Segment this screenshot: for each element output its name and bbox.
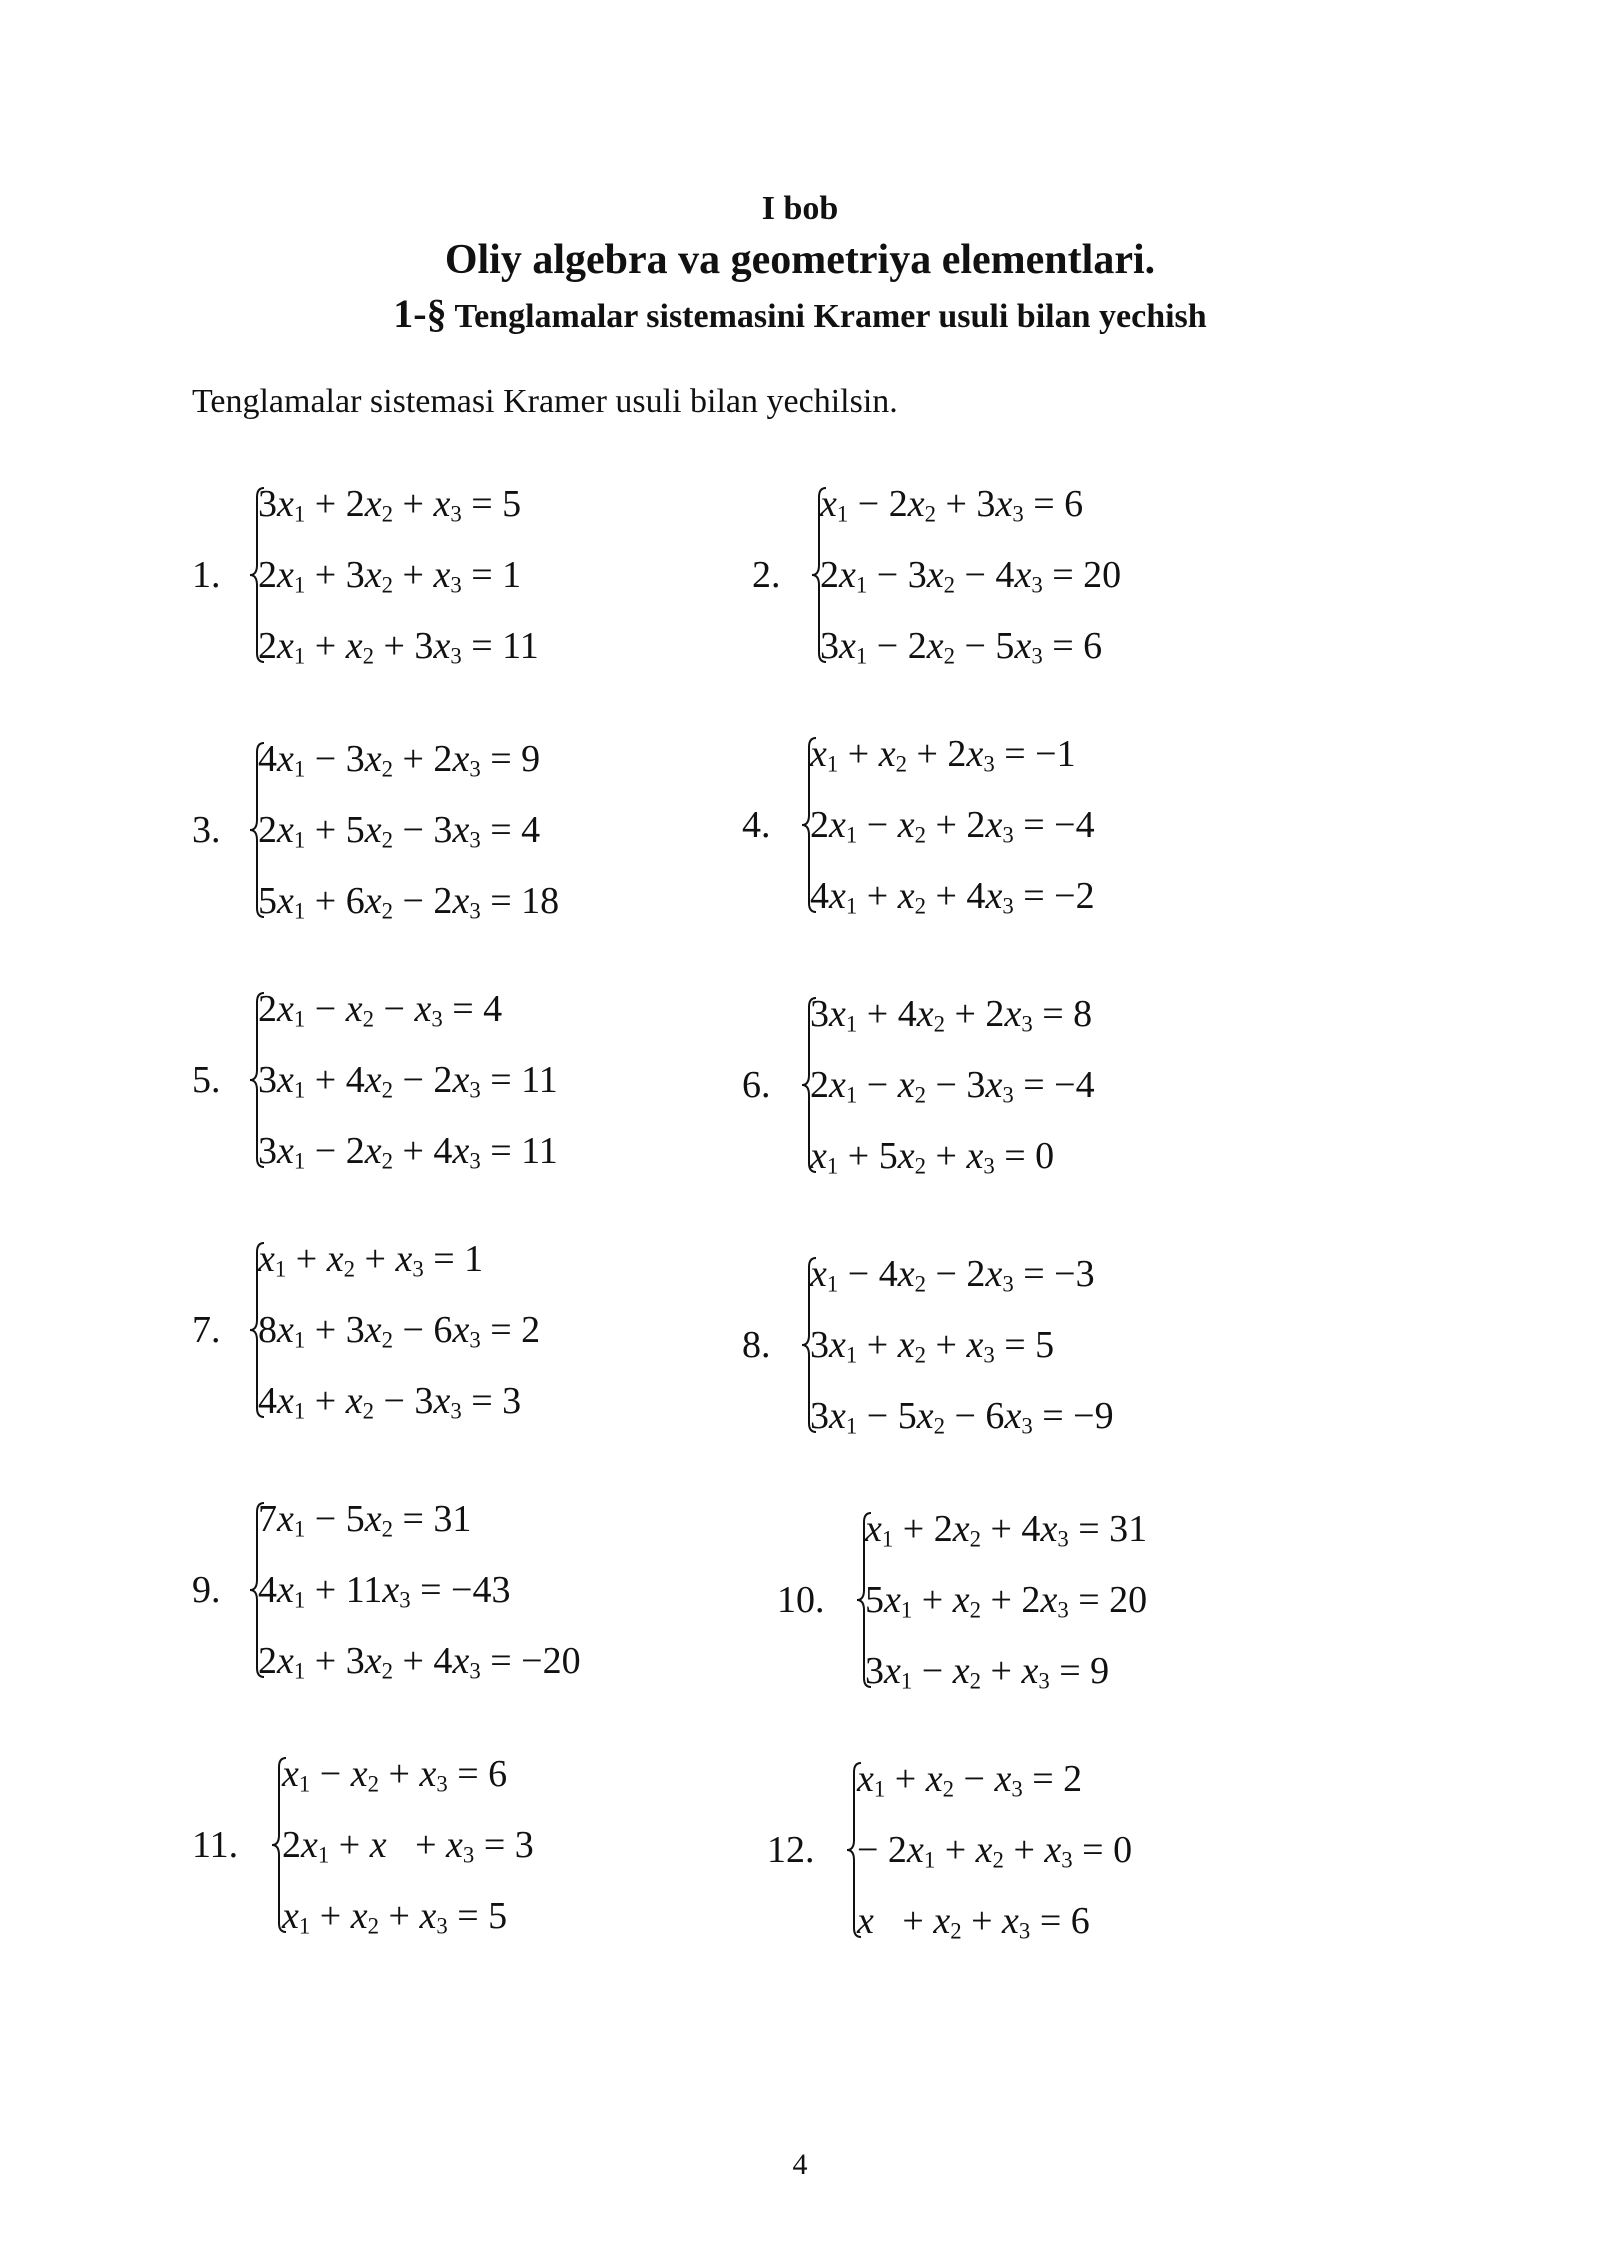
equation-system [810,733,1095,919]
equation-system [258,1498,581,1684]
equation-system [810,1253,1114,1439]
equation-system [865,1508,1148,1694]
equation: − $2x_1 + x_2 + x_3 = 0$ [857,1829,1133,1873]
equation: $2x_1 - x_2 - 3x_3 = -4$ [810,1064,1095,1108]
equation: $2x_1 + 3x_2 + x_3 = 1$ [258,554,522,598]
equation: $2x_1 + x_2 + 3x_3 = 11$ [258,625,539,669]
equation: $x_1 - x_2 + x_3 = 6$ [282,1753,508,1797]
equation-system [258,483,539,669]
problem-number: 1. [192,554,221,596]
problem-5 [192,988,652,1174]
equation: $x_1 + 2x_2 + 4x_3 = 31$ [865,1508,1148,1552]
equation: $x_1 - 4x_2 - 2x_3 = -3$ [810,1253,1095,1297]
problem-number: 10. [777,1579,825,1621]
equation: $3x_1 + 2x_2 + x_3 = 5$ [258,483,522,527]
equation: $2x_1 - 3x_2 - 4x_3 = 20$ [820,554,1122,598]
problem-3 [192,738,652,924]
problem-number: 11. [192,1824,239,1866]
page-number: 4 [792,2148,808,2181]
problem-number: 9. [192,1569,221,1611]
problem-number: 8. [742,1324,771,1366]
chapter-title: Oliy algebra va geometriya elementlari. [444,237,1156,283]
problem-number: 12. [767,1829,815,1871]
equation: $3x_1 - 5x_2 - 6x_3 = -9$ [810,1395,1114,1439]
equation-system [282,1753,534,1939]
equation-system [258,738,560,924]
equation-system [258,1238,541,1424]
problem-number: 6. [742,1064,771,1106]
section-title: Tenglamalar sistemasini Kramer usuli bilan yechish [454,298,1207,335]
equation: $3x_1 - x_2 + x_3 = 9$ [865,1650,1110,1694]
equation: $4x_1 - 3x_2 + 2x_3 = 9$ [258,738,541,782]
equation: $x_1 + x_2 - x_3 = 2$ [857,1758,1083,1802]
equation-system [810,993,1095,1179]
problem-12 [767,1758,1227,1944]
problem-2 [752,483,1212,669]
equation: $3x_1 + 4x_2 + 2x_3 = 8$ [810,993,1093,1037]
equation: $x + x_2 + x_3 = 6$ [857,1900,1090,1944]
problem-6 [742,993,1202,1179]
equation: $3x_1 + 4x_2 - 2x_3 = 11$ [258,1059,558,1103]
problem-number: 5. [192,1059,221,1101]
equation: $x_1 + x_2 + 2x_3 = -1$ [810,733,1076,777]
problem-number: 3. [192,809,221,851]
problem-11 [192,1753,652,1939]
problem-8 [742,1253,1202,1439]
problem-4 [742,733,1202,919]
equation: $2x_1 + 3x_2 + 4x_3 = -20$ [258,1640,581,1684]
equation: $x_1 + x_2 + x_3 = 5$ [282,1895,508,1939]
problem-10 [777,1508,1237,1694]
equation: $8x_1 + 3x_2 - 6x_3 = 2$ [258,1309,541,1353]
equation: $2x_1 + 5x_2 - 3x_3 = 4$ [258,809,541,853]
problem-number: 4. [742,804,771,846]
equation-system [258,988,558,1174]
instruction-text: Tenglamalar sistemasi Kramer usuli bilan yechilsin. [192,383,898,420]
equation: $5x_1 + x_2 + 2x_3 = 20$ [865,1579,1148,1623]
equation: $x_1 - 2x_2 + 3x_3 = 6$ [820,483,1084,527]
equation: $5x_1 + 6x_2 - 2x_3 = 18$ [258,880,560,924]
equation: $4x_1 + 11x_3 = -43$ [258,1569,511,1613]
equation: $3x_1 - 2x_2 + 4x_3 = 11$ [258,1130,558,1174]
problem-number: 2. [752,554,781,596]
problem-1 [192,483,652,669]
problem-7 [192,1238,652,1424]
problem-9 [192,1498,652,1684]
equation: $2x_1 - x_2 - x_3 = 4$ [258,988,503,1032]
section-number: 1-§ [393,291,447,336]
equation: $2x_1 + x + x_3 = 3$ [282,1824,534,1868]
problem-number: 7. [192,1309,221,1351]
equation: $7x_1 - 5x_2 = 31$ [258,1498,472,1542]
equation: $3x_1 - 2x_2 - 5x_3 = 6$ [820,625,1103,669]
equation: $x_1 + x_2 + x_3 = 1$ [258,1238,484,1282]
equation: $4x_1 + x_2 + 4x_3 = -2$ [810,875,1095,919]
equation: $4x_1 + x_2 - 3x_3 = 3$ [258,1380,522,1424]
chapter-heading: I bob [761,190,839,227]
equation: $3x_1 + x_2 + x_3 = 5$ [810,1324,1055,1368]
equation-system [820,483,1122,669]
equation-system [857,1758,1133,1944]
equation: $x_1 + 5x_2 + x_3 = 0$ [810,1135,1055,1179]
section-heading [0,290,1600,337]
equation: $2x_1 - x_2 + 2x_3 = -4$ [810,804,1095,848]
